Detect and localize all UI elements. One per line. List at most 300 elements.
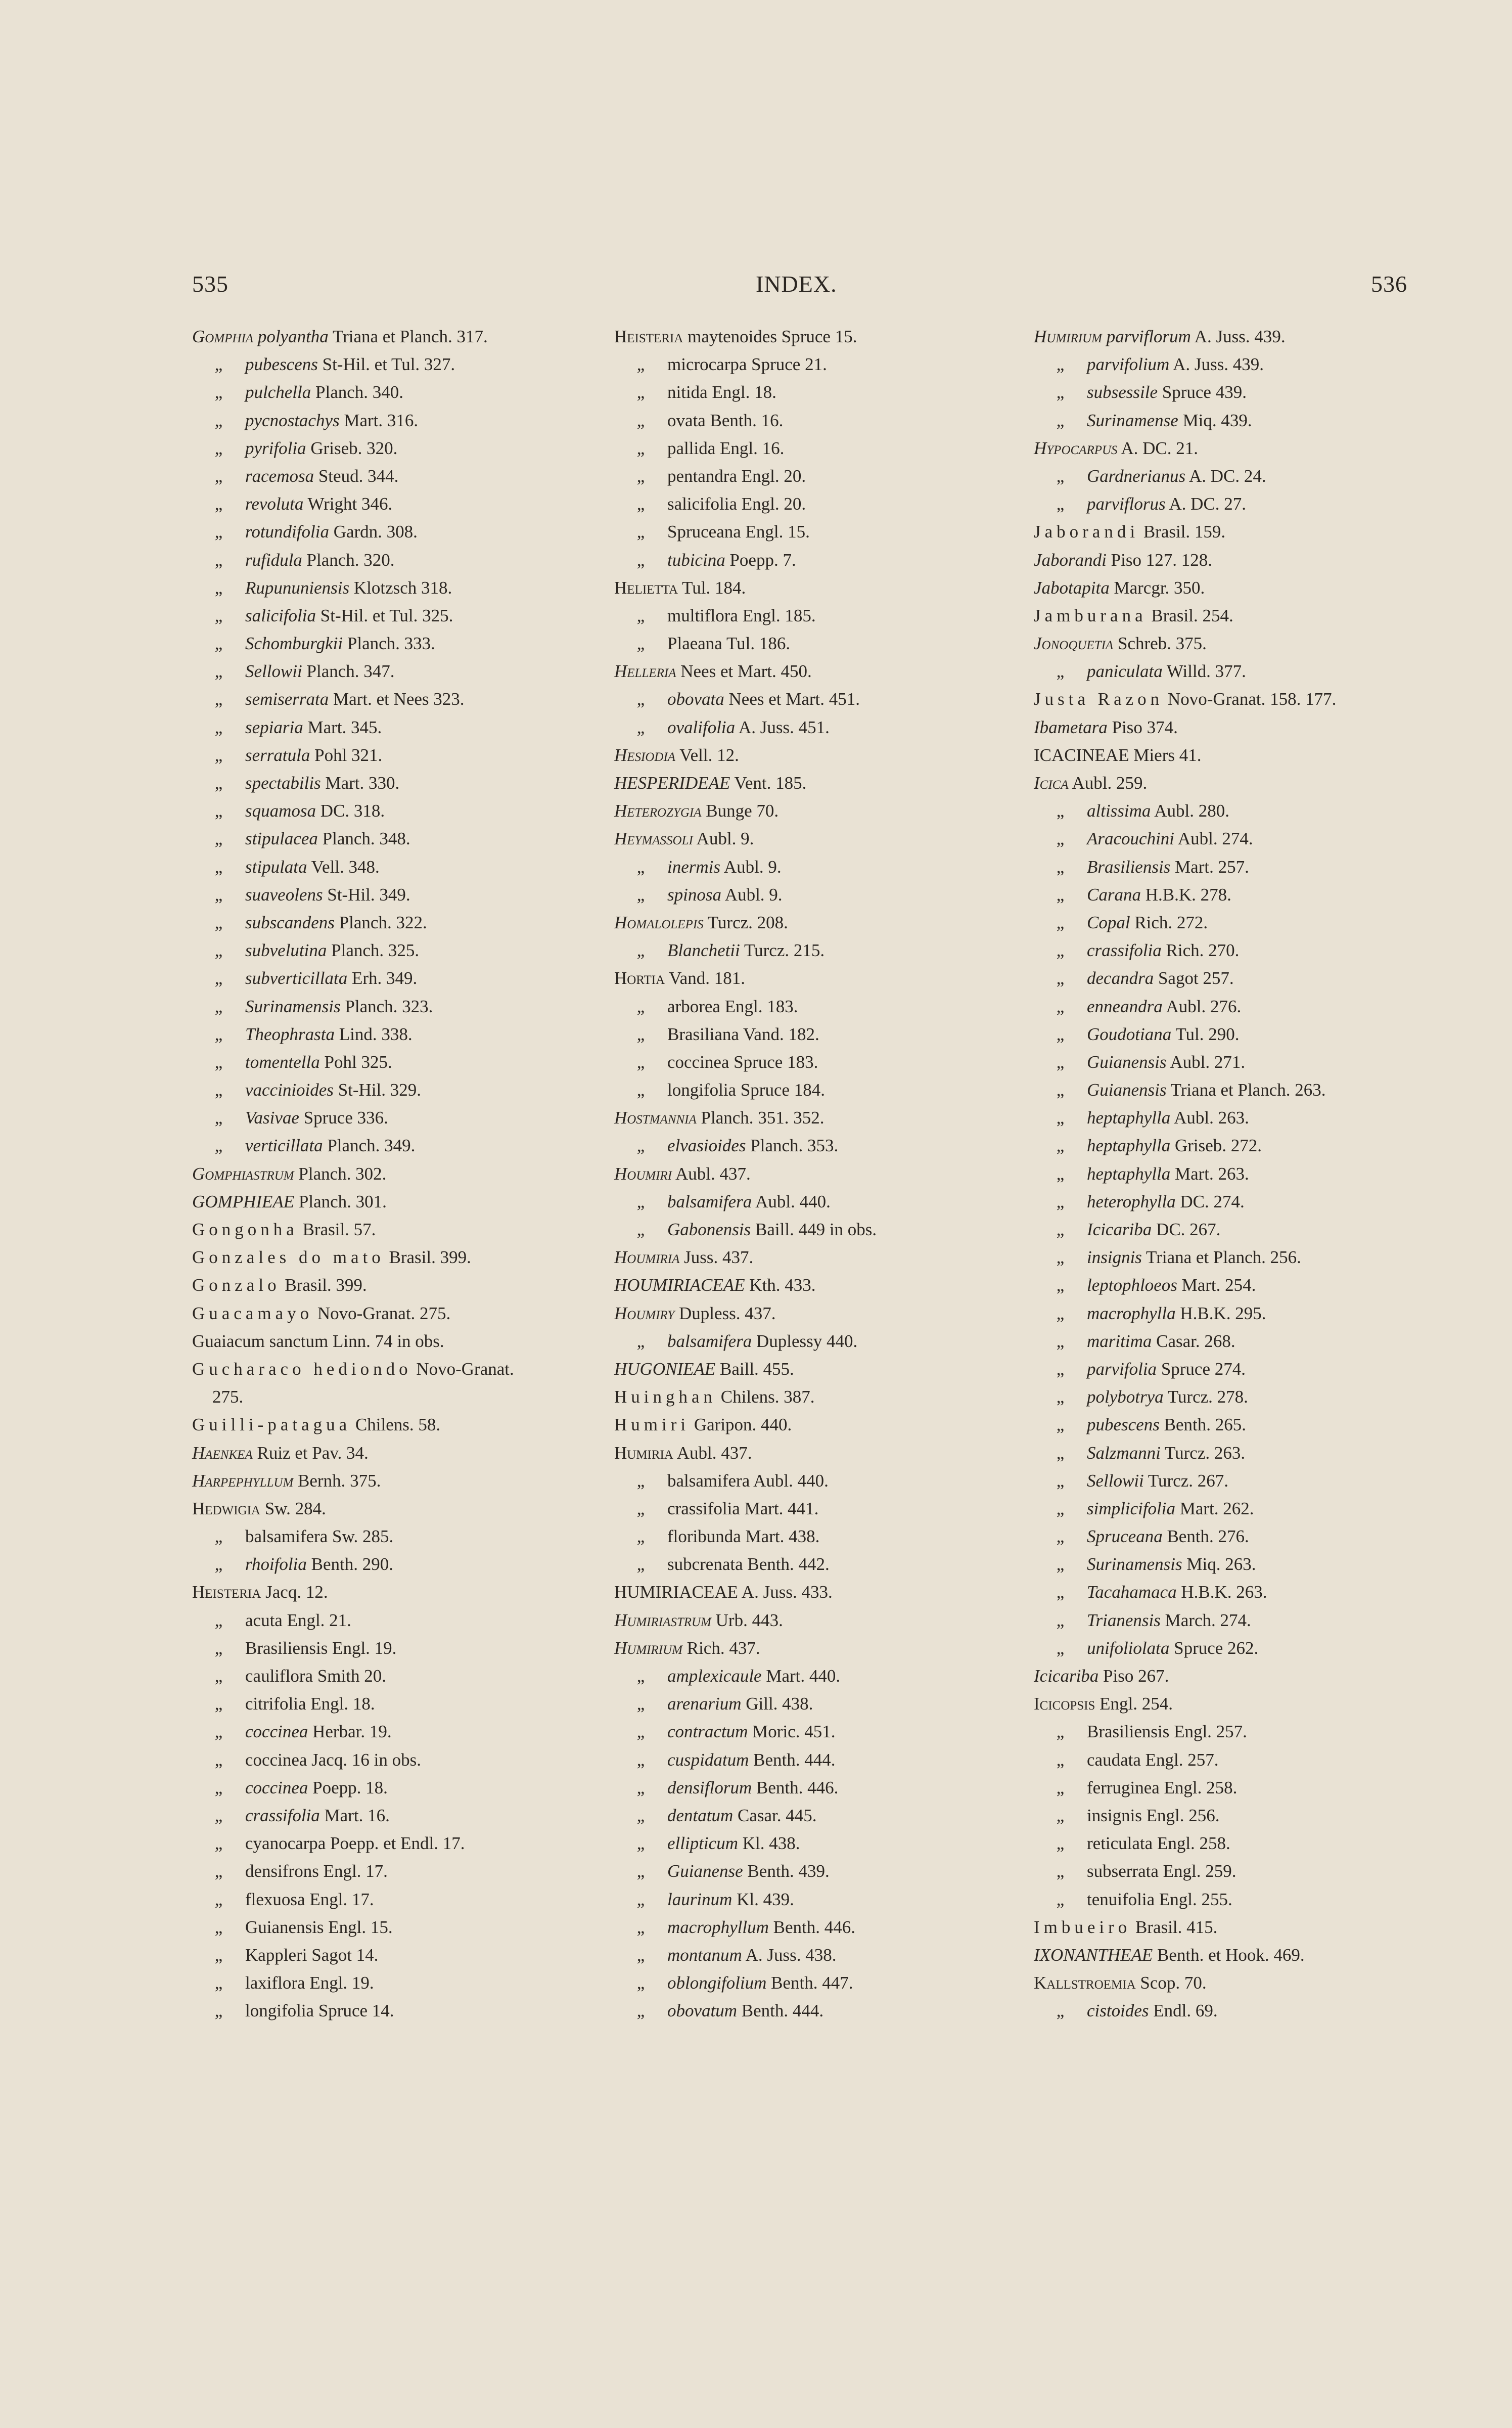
entry-reference: A. Juss. 451. xyxy=(738,717,830,737)
ditto-mark: „ xyxy=(214,689,223,709)
index-entry xyxy=(1034,1634,1448,1662)
vernacular-name: Guilli-patagua xyxy=(192,1415,351,1435)
index-entry xyxy=(614,741,1029,769)
entry-reference: A. Juss. 438. xyxy=(745,1945,837,1965)
ditto-mark: „ xyxy=(636,1331,645,1351)
entry-reference: Planch. 302. xyxy=(298,1163,387,1184)
species-name: amplexicaule xyxy=(667,1666,762,1686)
ditto-mark: „ xyxy=(1056,1861,1065,1881)
entry-reference: Engl. 16. xyxy=(720,438,785,458)
entry-reference: Novo-Granat. 275. xyxy=(317,1303,451,1323)
index-entry xyxy=(1034,936,1448,964)
ditto-mark: „ xyxy=(636,1805,645,1825)
ditto-mark: „ xyxy=(1056,1498,1065,1518)
ditto-mark: „ xyxy=(1056,1024,1065,1044)
ditto-mark: „ xyxy=(1056,1749,1065,1770)
index-entry xyxy=(1034,1243,1448,1271)
ditto-mark: „ xyxy=(1056,1191,1065,1211)
species-name: Theophrasta xyxy=(245,1024,335,1044)
entry-reference: Brasil. 399. xyxy=(285,1275,367,1295)
species-name: cyanocarpa xyxy=(245,1833,326,1854)
species-name: ovata xyxy=(667,410,706,430)
family-name: HUGONIEAE xyxy=(614,1359,716,1379)
index-entry xyxy=(192,1243,607,1271)
entry-reference: Benth. 276. xyxy=(1167,1526,1249,1547)
ditto-mark: „ xyxy=(1056,1080,1065,1100)
index-entry xyxy=(192,1718,607,1745)
index-entry xyxy=(614,1913,1029,1941)
index-entry xyxy=(614,1495,1029,1522)
species-name: Guianense xyxy=(667,1861,743,1881)
ditto-mark: „ xyxy=(1056,1108,1065,1128)
ditto-mark: „ xyxy=(1056,1359,1065,1379)
entry-reference: Planch. 322. xyxy=(339,912,427,932)
entry-reference: St-Hil. et Tul. 327. xyxy=(322,354,455,375)
index-entry xyxy=(1034,518,1448,546)
entry-reference: Spruce 14. xyxy=(318,2001,394,2021)
index-entry xyxy=(1034,630,1448,657)
species-name: multiflora xyxy=(667,605,738,625)
index-entry xyxy=(614,853,1029,881)
species-name: Icicariba xyxy=(1087,1220,1152,1239)
entry-reference: Engl. 15. xyxy=(745,522,810,542)
vernacular-name: Gonzalo xyxy=(192,1275,281,1295)
index-entry xyxy=(614,1857,1029,1885)
entry-reference: A. DC. 27. xyxy=(1169,494,1247,514)
ditto-mark: „ xyxy=(1056,1582,1065,1602)
entry-reference: Planch. 323. xyxy=(345,996,433,1016)
ditto-mark: „ xyxy=(636,1694,645,1714)
species-name: Salzmanni xyxy=(1087,1443,1161,1463)
entry-reference: Brasil. 254. xyxy=(1151,605,1233,625)
index-entry xyxy=(1034,741,1448,769)
index-entry xyxy=(1034,546,1448,574)
vernacular-name: Gongonha xyxy=(192,1220,298,1239)
species-name: reticulata xyxy=(1087,1833,1153,1854)
index-entry xyxy=(192,1495,607,1522)
species-name: contractum xyxy=(667,1722,748,1742)
entry-reference: Sagot 257. xyxy=(1158,968,1234,988)
index-entry xyxy=(1034,1746,1448,1774)
species-name: densiflorum xyxy=(667,1777,752,1797)
entry-reference: Herbar. 19. xyxy=(312,1722,392,1742)
entry-reference: Tul. 186. xyxy=(726,634,791,654)
ditto-mark: „ xyxy=(636,605,645,625)
entry-reference: Tul. 290. xyxy=(1175,1024,1240,1044)
genus-name: Humirium xyxy=(1034,327,1102,346)
species-name: subserrata xyxy=(1087,1861,1159,1881)
ditto-mark: „ xyxy=(214,940,223,961)
index-entry xyxy=(192,1606,607,1634)
entry-reference: St-Hil. 349. xyxy=(327,884,410,905)
family-name: HOUMIRIACEAE xyxy=(614,1275,745,1295)
species-name: macrophyllum xyxy=(667,1917,769,1937)
entry-reference: Chilens. 387. xyxy=(720,1387,815,1407)
species-name: balsamifera xyxy=(667,1191,752,1211)
ditto-mark: „ xyxy=(636,1554,645,1575)
entry-reference: Engl. 256. xyxy=(1146,1805,1220,1825)
species-name: balsamifera xyxy=(667,1331,752,1351)
index-entry xyxy=(614,1104,1029,1132)
entry-reference: Brasil. 415. xyxy=(1135,1917,1218,1937)
species-name: coccinea xyxy=(667,1052,729,1072)
index-entry xyxy=(614,685,1029,713)
index-entry xyxy=(614,630,1029,657)
index-entry xyxy=(192,1885,607,1913)
entry-reference: A. DC. 24. xyxy=(1188,466,1266,486)
index-entry xyxy=(1034,685,1448,713)
entry-reference: Gill. 438. xyxy=(746,1694,813,1714)
index-entry xyxy=(192,434,607,462)
species-name: Vasivae xyxy=(245,1108,299,1128)
species-name: pubescens xyxy=(1087,1415,1160,1435)
ditto-mark: „ xyxy=(214,661,223,682)
ditto-mark: „ xyxy=(636,1666,645,1686)
ditto-mark: „ xyxy=(214,1722,223,1742)
ditto-mark: „ xyxy=(1056,884,1065,905)
index-entry xyxy=(1034,1327,1448,1355)
entry-reference: Nees et Mart. 450. xyxy=(680,661,812,682)
index-entry xyxy=(614,490,1029,518)
species-name: cauliflora xyxy=(245,1666,313,1686)
entry-reference: Engl. 20. xyxy=(741,466,806,486)
entry-reference: Spruce 439. xyxy=(1162,382,1247,402)
index-entry xyxy=(192,574,607,602)
entry-reference: Engl. 19. xyxy=(332,1638,397,1658)
species-name: Brasiliana xyxy=(667,1024,739,1044)
species-name: verticillata xyxy=(245,1136,323,1156)
entry-reference: DC. 318. xyxy=(320,801,385,821)
entry-reference: Klotzsch 318. xyxy=(353,577,452,598)
entry-reference: Engl. 257. xyxy=(1145,1749,1219,1770)
index-entry xyxy=(1034,1355,1448,1383)
species-name: Brasiliensis xyxy=(1087,1722,1170,1742)
ditto-mark: „ xyxy=(214,1136,223,1156)
ditto-mark: „ xyxy=(214,466,223,486)
vernacular-name: Guacamayo xyxy=(192,1303,313,1323)
ditto-mark: „ xyxy=(636,1945,645,1965)
family-name: IXONANTHEAE xyxy=(1034,1945,1153,1965)
entry-reference: Engl. 258. xyxy=(1164,1777,1238,1797)
species-name: vaccinioides xyxy=(245,1080,334,1100)
ditto-mark: „ xyxy=(636,857,645,877)
vernacular-name: Justa Razon xyxy=(1034,689,1164,709)
index-entry xyxy=(1034,769,1448,797)
species-name: Sellowii xyxy=(245,661,302,682)
index-entry xyxy=(192,685,607,713)
entry-reference: Aubl. 280. xyxy=(1154,801,1229,821)
entry-reference: Poepp. 18. xyxy=(312,1777,388,1797)
index-entry xyxy=(1034,1495,1448,1522)
entry-reference: Urb. 443. xyxy=(715,1610,783,1630)
index-entry xyxy=(192,657,607,685)
species-name: Guianensis xyxy=(1087,1052,1167,1072)
ditto-mark: „ xyxy=(636,884,645,905)
index-entry xyxy=(1034,574,1448,602)
ditto-mark: „ xyxy=(636,1191,645,1211)
entry-reference: Aubl. 263. xyxy=(1174,1108,1249,1128)
index-entry xyxy=(614,1606,1029,1634)
species-name: Surinamensis xyxy=(1087,1554,1182,1575)
species-name: ferruginea xyxy=(1087,1777,1160,1797)
ditto-mark: „ xyxy=(636,1777,645,1797)
entry-reference: Mart. 438. xyxy=(745,1526,820,1547)
genus-name: Hostmannia xyxy=(614,1108,697,1128)
entry-reference: Kth. 433. xyxy=(749,1275,816,1295)
genus-name: Icicopsis xyxy=(1034,1694,1095,1714)
index-entry xyxy=(614,1271,1029,1299)
ditto-mark: „ xyxy=(214,829,223,849)
species-name: stipulacea xyxy=(245,829,318,849)
species-name: microcarpa xyxy=(667,354,747,375)
entry-reference: Rich. 437. xyxy=(686,1638,760,1658)
species-name: oblongifolium xyxy=(667,1973,767,1993)
species-name: crassifolia xyxy=(667,1498,740,1518)
index-entry xyxy=(192,1299,607,1327)
entry-reference: Vand. 182. xyxy=(743,1024,819,1044)
ditto-mark: „ xyxy=(1056,1220,1065,1239)
species-name: simplicifolia xyxy=(1087,1498,1175,1518)
entry-reference: Miq. 439. xyxy=(1182,410,1252,430)
entry-reference: Aubl. 440. xyxy=(755,1191,831,1211)
index-entry xyxy=(1034,713,1448,741)
index-entry xyxy=(1034,1132,1448,1159)
index-entry xyxy=(192,407,607,434)
index-entry xyxy=(614,1774,1029,1802)
index-entry xyxy=(1034,407,1448,434)
genus-name: Heterozygia xyxy=(614,801,702,821)
index-entry xyxy=(192,1690,607,1718)
ditto-mark: „ xyxy=(1056,1443,1065,1463)
species-name: serratula xyxy=(245,745,310,765)
entry-reference: Baill. 449 in obs. xyxy=(755,1220,877,1239)
index-entry xyxy=(192,1020,607,1048)
species-name: ellipticum xyxy=(667,1833,738,1854)
ditto-mark: „ xyxy=(636,354,645,375)
index-entry xyxy=(1034,1216,1448,1243)
index-entry xyxy=(192,378,607,406)
ditto-mark: „ xyxy=(214,494,223,514)
index-entry xyxy=(1034,825,1448,852)
index-entry xyxy=(192,518,607,546)
ditto-mark: „ xyxy=(214,1694,223,1714)
entry-reference: Engl. 255. xyxy=(1159,1889,1232,1909)
genus-name: Jonoquetia xyxy=(1034,634,1114,654)
genus-name: Houmiry xyxy=(614,1303,675,1323)
ditto-mark: „ xyxy=(636,1470,645,1491)
family-name: GOMPHIEAE xyxy=(192,1191,295,1211)
index-entry xyxy=(614,1969,1029,1997)
species-name: subverticillata xyxy=(245,968,348,988)
species-name: pyrifolia xyxy=(245,438,306,458)
index-entry xyxy=(614,1941,1029,1969)
species-name: flexuosa xyxy=(245,1889,305,1909)
entry-reference: Engl. 254. xyxy=(1099,1694,1173,1714)
entry-reference: Triana et Planch. 317. xyxy=(332,327,488,346)
species-name: pentandra xyxy=(667,466,737,486)
index-entry xyxy=(1034,1188,1448,1216)
index-entry xyxy=(192,1076,607,1104)
entry-reference: Tul. 184. xyxy=(682,577,746,598)
entry-text: ICACINEAE Miers 41. xyxy=(1034,745,1202,765)
ditto-mark: „ xyxy=(214,577,223,598)
entry-reference: Smith 20. xyxy=(317,1666,386,1686)
ditto-mark: „ xyxy=(1056,1387,1065,1407)
entry-reference: Poepp. 7. xyxy=(729,550,796,570)
index-entry xyxy=(1034,1383,1448,1411)
ditto-mark: „ xyxy=(214,912,223,932)
genus-name: Gomphia xyxy=(192,327,254,346)
ditto-mark: „ xyxy=(1056,857,1065,877)
index-entry xyxy=(614,1383,1029,1411)
genus-name: Gomphiastrum xyxy=(192,1163,294,1184)
ditto-mark: „ xyxy=(636,410,645,430)
index-entry xyxy=(192,1578,607,1606)
ditto-mark: „ xyxy=(214,717,223,737)
ditto-mark: „ xyxy=(1056,1247,1065,1268)
species-name: ovalifolia xyxy=(667,717,736,737)
species-name: parviflorus xyxy=(1087,494,1166,514)
index-entry xyxy=(1034,1857,1448,1885)
genus-name: Homalolepis xyxy=(614,912,704,932)
species-name: heptaphylla xyxy=(1087,1163,1171,1184)
ditto-mark: „ xyxy=(636,634,645,654)
index-entry xyxy=(1034,602,1448,630)
ditto-mark: „ xyxy=(214,1052,223,1072)
index-entry xyxy=(192,1746,607,1774)
species-name: Guianensis xyxy=(245,1917,324,1937)
vernacular-name: Jaborandi xyxy=(1034,550,1107,570)
vernacular-name: Imbueiro xyxy=(1034,1917,1131,1937)
index-entry xyxy=(192,1913,607,1941)
ditto-mark: „ xyxy=(1056,1163,1065,1184)
entry-reference: Planch. 351. 352. xyxy=(701,1108,824,1128)
ditto-mark: „ xyxy=(1056,382,1065,402)
entry-reference: Engl. 20. xyxy=(741,494,806,514)
entry-reference: A. Juss. 439. xyxy=(1194,327,1286,346)
entry-reference: Mart. 263. xyxy=(1175,1163,1249,1184)
entry-reference: Mart. 316. xyxy=(344,410,419,430)
index-entry xyxy=(1034,964,1448,992)
entry-reference: Vell. 12. xyxy=(679,745,739,765)
index-entry xyxy=(614,1243,1029,1271)
entry-reference: Lind. 338. xyxy=(339,1024,413,1044)
index-entry xyxy=(614,546,1029,574)
ditto-mark: „ xyxy=(214,1945,223,1965)
genus-name: Humiriastrum xyxy=(614,1610,711,1630)
index-entry xyxy=(192,1271,607,1299)
entry-reference: Planch. 320. xyxy=(306,550,395,570)
entry-reference: Piso 267. xyxy=(1103,1666,1169,1686)
page-number-right: 536 xyxy=(1371,271,1407,297)
species-name: pubescens xyxy=(245,354,318,375)
entry-reference: Engl. 17. xyxy=(323,1861,388,1881)
entry-reference: H.B.K. 278. xyxy=(1145,884,1231,905)
entry-reference: Turcz. 208. xyxy=(707,912,788,932)
index-entry xyxy=(614,1132,1029,1159)
entry-reference: Bunge 70. xyxy=(706,801,779,821)
index-entry xyxy=(192,1104,607,1132)
species-name: insignis xyxy=(1087,1805,1142,1825)
ditto-mark: „ xyxy=(636,1749,645,1770)
vernacular-name: Jamburana xyxy=(1034,605,1147,625)
species-name: nitida xyxy=(667,382,708,402)
species-name: Guianensis xyxy=(1087,1080,1167,1100)
index-entry xyxy=(1034,993,1448,1020)
entry-reference: Mart. 16. xyxy=(324,1805,390,1825)
species-name: rotundifolia xyxy=(245,522,329,542)
index-entry xyxy=(614,350,1029,378)
species-name: tenuifolia xyxy=(1087,1889,1155,1909)
entry-reference: Benth. 446. xyxy=(756,1777,839,1797)
entry-reference: Vell. 348. xyxy=(311,857,380,877)
entry-reference: Vand. 181. xyxy=(669,968,745,988)
index-entry xyxy=(192,825,607,852)
entry-reference: Spruce 184. xyxy=(740,1080,826,1100)
ditto-mark: „ xyxy=(214,550,223,570)
ditto-mark: „ xyxy=(636,382,645,402)
index-entry xyxy=(192,797,607,825)
entry-reference: Griseb. 320. xyxy=(310,438,398,458)
ditto-mark: „ xyxy=(636,522,645,542)
species-name: cuspidatum xyxy=(667,1749,749,1770)
index-entry xyxy=(614,1355,1029,1383)
entry-reference: Spruce 183. xyxy=(734,1052,818,1072)
index-entry xyxy=(614,1578,1029,1606)
ditto-mark: „ xyxy=(1056,410,1065,430)
index-entry xyxy=(614,602,1029,630)
ditto-mark: „ xyxy=(1056,1331,1065,1351)
entry-reference: Aubl. 271. xyxy=(1170,1052,1246,1072)
index-entry xyxy=(614,1746,1029,1774)
species-name: suaveolens xyxy=(245,884,323,905)
ditto-mark: „ xyxy=(214,1861,223,1881)
index-entry xyxy=(614,881,1029,909)
entry-reference: Benth. 265. xyxy=(1164,1415,1246,1435)
index-column-3 xyxy=(1034,323,1448,2025)
index-entry xyxy=(614,1550,1029,1578)
ditto-mark: „ xyxy=(636,1136,645,1156)
index-entry xyxy=(614,1020,1029,1048)
index-entry xyxy=(192,1662,607,1690)
ditto-mark: „ xyxy=(214,996,223,1016)
entry-reference: Garipon. 440. xyxy=(694,1415,792,1435)
index-entry xyxy=(1034,1774,1448,1802)
entry-reference: Miq. 263. xyxy=(1186,1554,1256,1575)
index-entry xyxy=(1034,1104,1448,1132)
species-name: Gardnerianus xyxy=(1087,466,1186,486)
species-name: macrophylla xyxy=(1087,1303,1176,1323)
species-name: altissima xyxy=(1087,801,1151,821)
entry-reference: Engl. 259. xyxy=(1163,1861,1236,1881)
species-name: leptophloeos xyxy=(1087,1275,1177,1295)
entry-reference: St-Hil. 329. xyxy=(338,1080,422,1100)
ditto-mark: „ xyxy=(214,1638,223,1658)
ditto-mark: „ xyxy=(214,1833,223,1854)
vernacular-name: Jabotapita xyxy=(1034,577,1110,598)
index-entry xyxy=(614,909,1029,936)
entry-reference: Engl. 183. xyxy=(724,996,798,1016)
ditto-mark: „ xyxy=(214,1777,223,1797)
entry-reference: Benth. 16. xyxy=(710,410,784,430)
index-entry xyxy=(614,936,1029,964)
entry-reference: Spruce 274. xyxy=(1161,1359,1246,1379)
index-entry xyxy=(614,1634,1029,1662)
index-entry xyxy=(1034,1020,1448,1048)
ditto-mark: „ xyxy=(1056,1136,1065,1156)
entry-reference: Benth. 447. xyxy=(771,1973,853,1993)
species-name: coccinea xyxy=(245,1722,308,1742)
